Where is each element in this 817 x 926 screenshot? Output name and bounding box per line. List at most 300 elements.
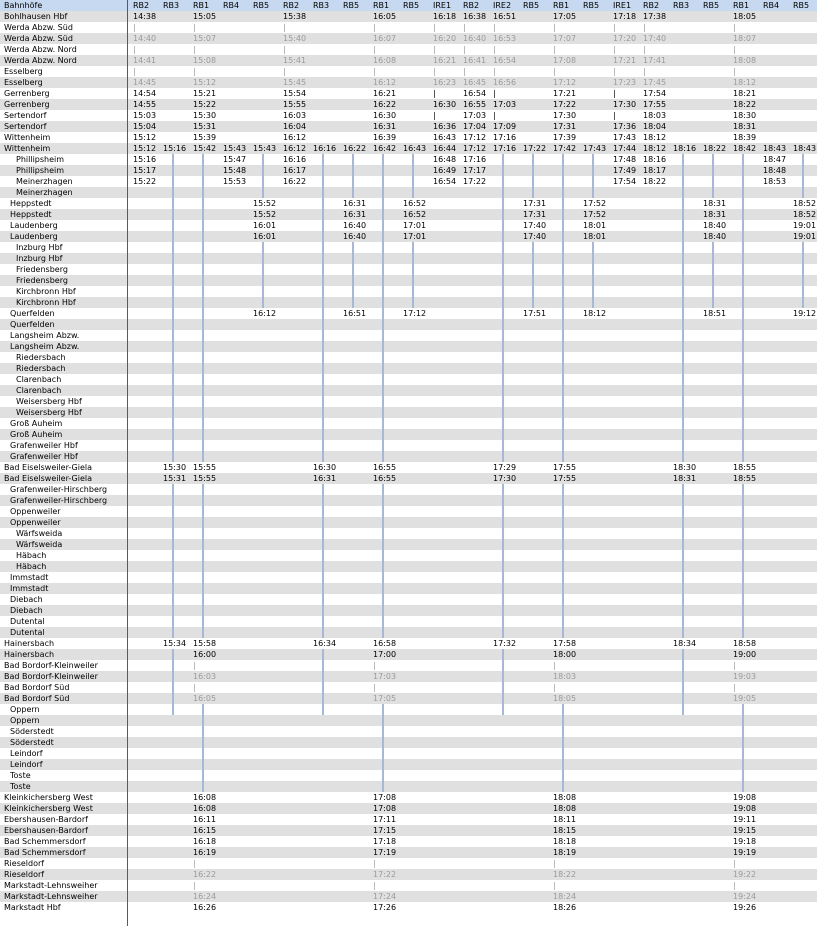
- table-row: [0, 231, 817, 242]
- time-cell: |: [553, 859, 556, 868]
- time-cell: 15:12: [133, 133, 157, 142]
- table-row: [0, 792, 817, 803]
- time-cell: 15:16: [133, 155, 157, 164]
- station-name: Grafenweiler Hbf: [10, 452, 78, 461]
- time-cell: 15:43: [253, 144, 277, 153]
- time-cell: |: [193, 661, 196, 670]
- time-cell: 17:15: [373, 826, 397, 835]
- time-cell: 19:11: [733, 815, 757, 824]
- time-cell: 16:24: [193, 892, 217, 901]
- station-name: Weisersberg Hbf: [16, 408, 82, 417]
- time-cell: 17:16: [493, 133, 517, 142]
- time-cell: 17:22: [523, 144, 547, 153]
- train-header-2: RB1: [193, 1, 210, 10]
- station-name: Bohlhausen Hbf: [4, 12, 68, 21]
- time-cell: 17:54: [643, 89, 667, 98]
- time-cell: 15:55: [283, 100, 307, 109]
- time-cell: 18:12: [643, 144, 667, 153]
- time-cell: 19:12: [793, 309, 817, 318]
- time-cell: 16:34: [313, 639, 337, 648]
- train-header-18: RB3: [673, 1, 690, 10]
- station-name: Riedersbach: [16, 353, 66, 362]
- time-cell: |: [373, 45, 376, 54]
- time-cell: 16:05: [193, 694, 217, 703]
- station-name: Inzburg Hbf: [16, 243, 63, 252]
- time-cell: 18:40: [703, 221, 727, 230]
- time-cell: 18:31: [703, 199, 727, 208]
- station-name: Friedensberg: [16, 276, 68, 285]
- time-cell: 17:12: [403, 309, 427, 318]
- time-cell: 17:21: [553, 89, 577, 98]
- table-row: [0, 561, 817, 572]
- time-cell: |: [643, 67, 646, 76]
- time-cell: 16:42: [373, 144, 397, 153]
- time-cell: 18:24: [553, 892, 577, 901]
- table-row: [0, 594, 817, 605]
- time-cell: 17:22: [463, 177, 487, 186]
- time-cell: 18:22: [643, 177, 667, 186]
- time-cell: 18:30: [673, 463, 697, 472]
- station-name: Kleinkichersberg West: [4, 804, 93, 813]
- time-cell: |: [553, 45, 556, 54]
- table-row: [0, 858, 817, 869]
- table-row: [0, 308, 817, 319]
- time-cell: 15:30: [163, 463, 187, 472]
- time-cell: 17:48: [613, 155, 637, 164]
- station-name: Groß Auheim: [10, 430, 63, 439]
- station-name: Oppern: [10, 716, 40, 725]
- time-cell: 15:58: [193, 639, 217, 648]
- time-cell: |: [493, 111, 496, 120]
- table-row: [0, 803, 817, 814]
- time-cell: 15:12: [193, 78, 217, 87]
- station-name: Grafenweiler-Hirschberg: [10, 485, 108, 494]
- station-name: Werda Abzw. Süd: [4, 23, 73, 32]
- time-cell: 16:03: [193, 672, 217, 681]
- table-row: [0, 836, 817, 847]
- time-cell: 19:18: [733, 837, 757, 846]
- station-name: Gerrenberg: [4, 100, 50, 109]
- station-name: Friedensberg: [16, 265, 68, 274]
- time-cell: 18:53: [763, 177, 787, 186]
- time-cell: |: [373, 683, 376, 692]
- time-cell: 18:22: [703, 144, 727, 153]
- time-cell: |: [193, 881, 196, 890]
- station-name: Meinerzhagen: [16, 188, 73, 197]
- table-row: [0, 407, 817, 418]
- time-cell: 17:18: [613, 12, 637, 21]
- time-cell: 17:01: [403, 221, 427, 230]
- time-cell: 17:31: [553, 122, 577, 131]
- time-cell: 15:12: [133, 144, 157, 153]
- time-cell: 15:48: [223, 166, 247, 175]
- time-cell: 16:22: [373, 100, 397, 109]
- table-row: [0, 550, 817, 561]
- station-name: Bad Eiselsweiler-Giela: [4, 474, 93, 483]
- table-row: [0, 33, 817, 44]
- train-header-0: RB2: [133, 1, 150, 10]
- time-cell: 17:54: [613, 177, 637, 186]
- time-cell: 17:45: [643, 78, 667, 87]
- time-cell: 15:55: [193, 474, 217, 483]
- time-cell: 16:43: [433, 133, 457, 142]
- time-cell: 18:16: [673, 144, 697, 153]
- table-row: [0, 473, 817, 484]
- time-cell: 15:40: [283, 34, 307, 43]
- time-cell: 16:43: [403, 144, 427, 153]
- station-name: Heppstedt: [10, 199, 52, 208]
- time-cell: 16:18: [433, 12, 457, 21]
- time-cell: 18:01: [583, 232, 607, 241]
- time-cell: 17:42: [553, 144, 577, 153]
- table-row: [0, 143, 817, 154]
- time-cell: 17:49: [613, 166, 637, 175]
- time-cell: |: [193, 67, 196, 76]
- time-cell: 17:52: [583, 199, 607, 208]
- time-cell: 18:55: [733, 463, 757, 472]
- time-cell: 16:22: [283, 177, 307, 186]
- time-cell: 16:26: [193, 903, 217, 912]
- train-header-20: RB1: [733, 1, 750, 10]
- station-name: Toste: [10, 771, 31, 780]
- table-row: [0, 506, 817, 517]
- time-cell: 15:39: [193, 133, 217, 142]
- time-cell: |: [373, 23, 376, 32]
- time-cell: |: [613, 89, 616, 98]
- time-cell: 16:12: [283, 133, 307, 142]
- time-cell: 18:30: [733, 111, 757, 120]
- time-cell: 16:05: [373, 12, 397, 21]
- table-row: [0, 627, 817, 638]
- time-cell: 16:19: [193, 848, 217, 857]
- time-cell: |: [133, 67, 136, 76]
- station-name: Werda Abzw. Nord: [4, 56, 77, 65]
- time-cell: 18:01: [583, 221, 607, 230]
- time-cell: 19:24: [733, 892, 757, 901]
- time-cell: 15:30: [193, 111, 217, 120]
- time-cell: |: [553, 23, 556, 32]
- table-row: [0, 528, 817, 539]
- table-row: [0, 187, 817, 198]
- train-header-12: IRE2: [493, 1, 512, 10]
- time-cell: 19:01: [793, 232, 817, 241]
- time-cell: 18:22: [553, 870, 577, 879]
- table-row: [0, 429, 817, 440]
- station-name: Grafenweiler-Hirschberg: [10, 496, 108, 505]
- time-cell: 15:34: [163, 639, 187, 648]
- station-name: Bad Bordorf Süd: [4, 683, 70, 692]
- time-cell: 15:04: [133, 122, 157, 131]
- table-row: [0, 616, 817, 627]
- station-name: Häbach: [16, 551, 47, 560]
- station-name: Bad Bordorf Süd: [4, 694, 70, 703]
- time-cell: 17:12: [463, 133, 487, 142]
- time-cell: 17:55: [553, 474, 577, 483]
- table-row: [0, 649, 817, 660]
- time-cell: 15:07: [193, 34, 217, 43]
- time-cell: 17:26: [373, 903, 397, 912]
- time-cell: 17:09: [493, 122, 517, 131]
- time-cell: |: [553, 67, 556, 76]
- time-cell: 16:38: [463, 12, 487, 21]
- train-header-10: IRE1: [433, 1, 452, 10]
- train-header-15: RB5: [583, 1, 600, 10]
- time-cell: 16:11: [193, 815, 217, 824]
- station-name: Meinerzhagen: [16, 177, 73, 186]
- time-cell: 17:08: [373, 793, 397, 802]
- time-cell: 15:03: [133, 111, 157, 120]
- time-cell: 17:41: [643, 56, 667, 65]
- table-row: [0, 891, 817, 902]
- table-row: [0, 462, 817, 473]
- table-row: [0, 319, 817, 330]
- time-cell: 16:55: [373, 463, 397, 472]
- time-cell: 17:24: [373, 892, 397, 901]
- time-cell: 17:19: [373, 848, 397, 857]
- time-cell: 17:08: [373, 804, 397, 813]
- station-name: Häbach: [16, 562, 47, 571]
- time-cell: 17:55: [553, 463, 577, 472]
- time-cell: |: [733, 881, 736, 890]
- table-row: [0, 198, 817, 209]
- time-cell: 17:11: [373, 815, 397, 824]
- table-row: [0, 22, 817, 33]
- time-cell: 17:30: [493, 474, 517, 483]
- table-row: [0, 440, 817, 451]
- time-cell: 18:52: [793, 199, 817, 208]
- time-cell: 17:29: [493, 463, 517, 472]
- time-cell: 16:22: [193, 870, 217, 879]
- time-cell: 18:12: [643, 133, 667, 142]
- time-cell: 17:05: [373, 694, 397, 703]
- station-name: Rieseldorf: [4, 859, 45, 868]
- time-cell: 18:21: [733, 89, 757, 98]
- time-cell: 17:04: [463, 122, 487, 131]
- station-name: Bad Bordorf-Kleinweiler: [4, 672, 98, 681]
- time-cell: 17:44: [613, 144, 637, 153]
- time-cell: 16:40: [463, 34, 487, 43]
- station-name: Langsheim Abzw.: [10, 342, 80, 351]
- station-name: Leindorf: [10, 760, 43, 769]
- time-cell: 16:41: [463, 56, 487, 65]
- time-cell: 17:01: [403, 232, 427, 241]
- station-name: Werda Abzw. Nord: [4, 45, 77, 54]
- time-cell: 18:43: [793, 144, 817, 153]
- time-cell: |: [493, 23, 496, 32]
- station-name: Werda Abzw. Süd: [4, 34, 73, 43]
- table-row: [0, 451, 817, 462]
- time-cell: 19:19: [733, 848, 757, 857]
- time-cell: 14:54: [133, 89, 157, 98]
- table-row: [0, 165, 817, 176]
- time-cell: |: [733, 45, 736, 54]
- time-cell: 17:16: [493, 144, 517, 153]
- station-name: Leindorf: [10, 749, 43, 758]
- station-name: Weisersberg Hbf: [16, 397, 82, 406]
- time-cell: 16:18: [193, 837, 217, 846]
- time-cell: 18:52: [793, 210, 817, 219]
- station-name: Bad Eiselsweiler-Giela: [4, 463, 93, 472]
- station-name: Hainersbach: [4, 639, 55, 648]
- station-name: Ebershausen-Bardorf: [4, 826, 88, 835]
- table-row: [0, 748, 817, 759]
- train-header-13: RB5: [523, 1, 540, 10]
- train-header-5: RB2: [283, 1, 300, 10]
- train-header-14: RB1: [553, 1, 570, 10]
- time-cell: 18:48: [763, 166, 787, 175]
- time-cell: 15:55: [193, 463, 217, 472]
- station-name: Querfelden: [10, 309, 55, 318]
- time-cell: |: [553, 661, 556, 670]
- time-cell: 17:17: [463, 166, 487, 175]
- time-cell: |: [643, 45, 646, 54]
- station-name: Grafenweiler Hbf: [10, 441, 78, 450]
- time-cell: 16:54: [463, 89, 487, 98]
- time-cell: 19:08: [733, 793, 757, 802]
- time-cell: 15:21: [193, 89, 217, 98]
- time-cell: |: [493, 45, 496, 54]
- time-cell: |: [613, 67, 616, 76]
- station-name: Dutental: [10, 628, 45, 637]
- time-cell: |: [553, 683, 556, 692]
- time-cell: |: [733, 67, 736, 76]
- time-cell: |: [433, 45, 436, 54]
- time-cell: 16:08: [193, 804, 217, 813]
- station-name: Ebershausen-Bardorf: [4, 815, 88, 824]
- table-row: [0, 418, 817, 429]
- time-cell: 16:49: [433, 166, 457, 175]
- time-cell: 15:42: [193, 144, 217, 153]
- time-cell: 16:51: [343, 309, 367, 318]
- time-cell: 14:45: [133, 78, 157, 87]
- time-cell: 17:21: [613, 56, 637, 65]
- table-row: [0, 759, 817, 770]
- time-cell: 16:30: [433, 100, 457, 109]
- time-cell: 16:22: [343, 144, 367, 153]
- station-name: Diebach: [10, 606, 43, 615]
- time-cell: 17:51: [523, 309, 547, 318]
- time-cell: 15:43: [223, 144, 247, 153]
- time-cell: 16:01: [253, 232, 277, 241]
- table-row: [0, 330, 817, 341]
- time-cell: 18:18: [553, 837, 577, 846]
- time-cell: |: [493, 89, 496, 98]
- time-cell: |: [433, 23, 436, 32]
- time-cell: 14:41: [133, 56, 157, 65]
- time-cell: 16:30: [373, 111, 397, 120]
- table-row: [0, 715, 817, 726]
- time-cell: |: [493, 67, 496, 76]
- time-cell: 16:53: [493, 34, 517, 43]
- time-cell: |: [193, 683, 196, 692]
- station-name: Söderstedt: [10, 738, 54, 747]
- time-cell: |: [283, 67, 286, 76]
- train-header-4: RB5: [253, 1, 270, 10]
- time-cell: |: [373, 859, 376, 868]
- station-name: Sertendorf: [4, 111, 47, 120]
- time-cell: |: [373, 661, 376, 670]
- time-cell: 16:31: [313, 474, 337, 483]
- time-cell: 17:16: [463, 155, 487, 164]
- station-name: Immstadt: [10, 573, 49, 582]
- time-cell: 15:05: [193, 12, 217, 21]
- time-cell: 16:52: [403, 210, 427, 219]
- time-cell: 15:52: [253, 210, 277, 219]
- time-cell: 19:05: [733, 694, 757, 703]
- time-cell: 16:39: [373, 133, 397, 142]
- station-name: Kirchbronn Hbf: [16, 287, 76, 296]
- time-cell: 17:40: [523, 221, 547, 230]
- time-cell: 17:20: [613, 34, 637, 43]
- station-name: Wittenheim: [4, 144, 51, 153]
- train-header-1: RB3: [163, 1, 180, 10]
- train-header-7: RB5: [343, 1, 360, 10]
- time-cell: 16:36: [433, 122, 457, 131]
- table-row: [0, 495, 817, 506]
- table-row: [0, 825, 817, 836]
- table-row: [0, 286, 817, 297]
- table-row: [0, 583, 817, 594]
- time-cell: 17:39: [553, 133, 577, 142]
- table-row: [0, 110, 817, 121]
- time-cell: 18:42: [733, 144, 757, 153]
- time-cell: 15:38: [283, 12, 307, 21]
- table-row: [0, 880, 817, 891]
- station-name: Querfelden: [10, 320, 55, 329]
- time-cell: 15:08: [193, 56, 217, 65]
- table-row: [0, 154, 817, 165]
- time-cell: 15:16: [163, 144, 187, 153]
- time-cell: 18:22: [733, 100, 757, 109]
- time-cell: 16:21: [433, 56, 457, 65]
- time-cell: 16:01: [253, 221, 277, 230]
- table-row: [0, 121, 817, 132]
- time-cell: 18:19: [553, 848, 577, 857]
- station-name: Esselberg: [4, 67, 43, 76]
- time-cell: 16:16: [283, 155, 307, 164]
- train-header-16: IRE1: [613, 1, 632, 10]
- station-name: Inzburg Hbf: [16, 254, 63, 263]
- time-cell: 18:51: [703, 309, 727, 318]
- time-cell: 18:17: [643, 166, 667, 175]
- table-row: [0, 902, 817, 913]
- time-cell: 18:31: [733, 122, 757, 131]
- time-cell: 18:55: [733, 474, 757, 483]
- station-name: Dutental: [10, 617, 45, 626]
- time-cell: 16:54: [433, 177, 457, 186]
- time-cell: 16:58: [373, 639, 397, 648]
- time-cell: 17:40: [643, 34, 667, 43]
- table-row: [0, 77, 817, 88]
- time-cell: 19:00: [733, 650, 757, 659]
- table-row: [0, 176, 817, 187]
- time-cell: 15:52: [253, 199, 277, 208]
- time-cell: 15:17: [133, 166, 157, 175]
- station-name: Oppenweiler: [10, 507, 61, 516]
- time-cell: |: [433, 111, 436, 120]
- time-cell: 16:56: [493, 78, 517, 87]
- time-cell: 18:08: [733, 56, 757, 65]
- station-name: Hainersbach: [4, 650, 55, 659]
- time-cell: 17:55: [643, 100, 667, 109]
- time-cell: 17:43: [613, 133, 637, 142]
- time-cell: 16:55: [373, 474, 397, 483]
- time-cell: 15:31: [193, 122, 217, 131]
- time-cell: 16:15: [193, 826, 217, 835]
- table-row: [0, 374, 817, 385]
- train-header-17: RB2: [643, 1, 660, 10]
- time-cell: |: [463, 67, 466, 76]
